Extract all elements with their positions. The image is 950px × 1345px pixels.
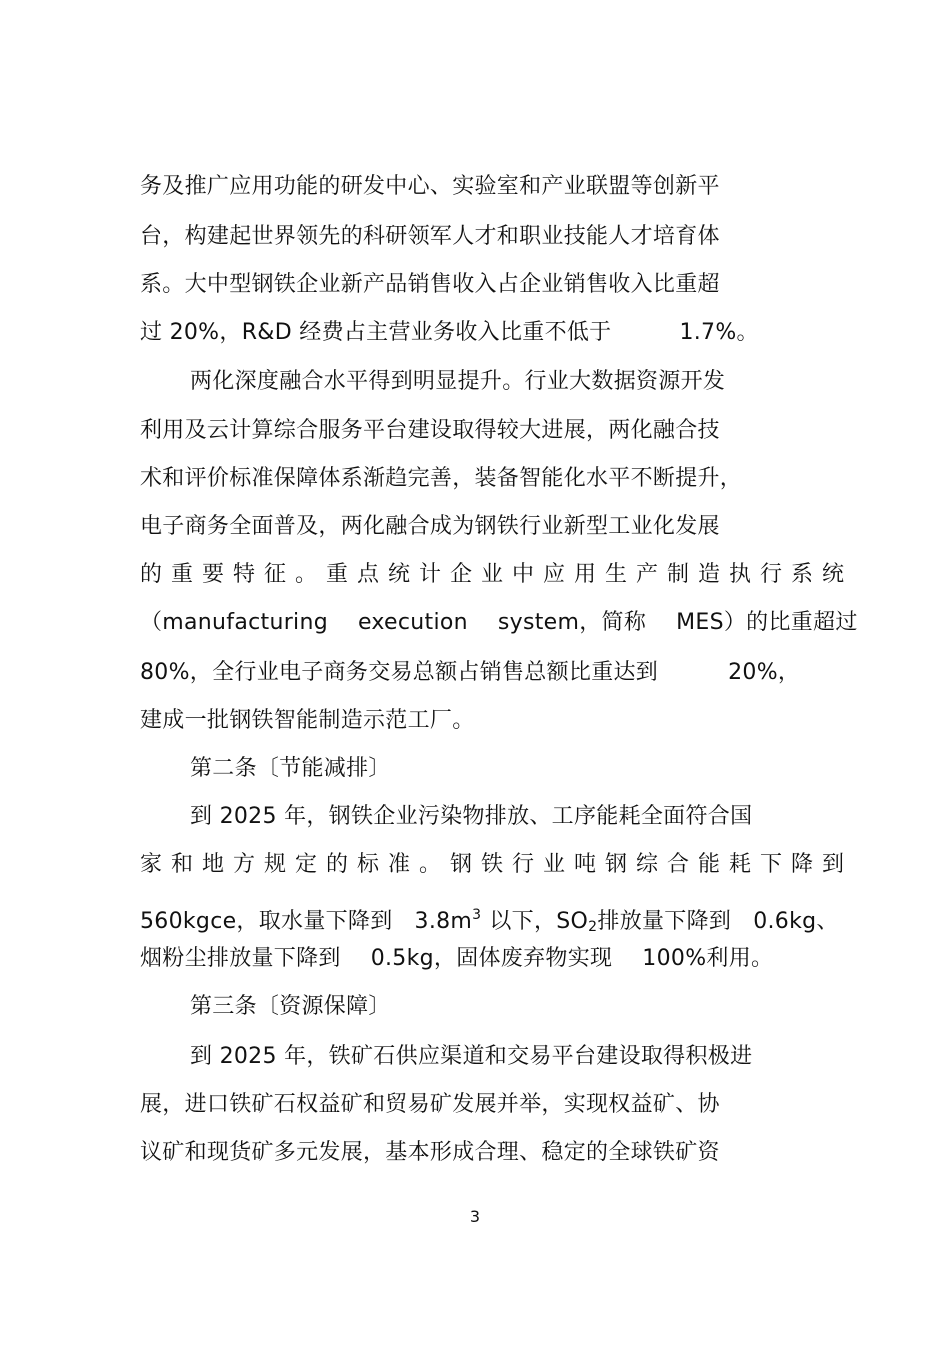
text-span: 0.6kg、 xyxy=(753,909,839,934)
text-line: 议矿和现货矿多元发展，基本形成合理、稳定的全球铁矿资 xyxy=(140,1140,720,1165)
superscript: 3 xyxy=(472,907,482,923)
text-span: 100%利用。 xyxy=(642,946,774,971)
text-span: 20%， xyxy=(728,660,801,685)
section-heading: 第二条〔节能减排〕 xyxy=(190,756,391,781)
text-line xyxy=(140,658,800,688)
text-span: system，简称 xyxy=(497,610,647,635)
text-line: 利用及云计算综合服务平台建设取得较大进展，两化融合技 xyxy=(140,418,720,443)
text-line: 的重要特征。重点统计企业中应用生产制造执行系统 xyxy=(140,562,854,587)
text-line: 务及推广应用功能的研发中心、实验室和产业联盟等创新平 xyxy=(140,174,720,199)
text-line: 家和地方规定的标准。钢铁行业吨钢综合能耗下降到 xyxy=(140,852,854,877)
text-span: 0.5kg，固体废弃物实现 xyxy=(370,946,613,971)
paragraph-first-line: 到 2025 年，钢铁企业污染物排放、工序能耗全面符合国 xyxy=(190,804,753,829)
text-span: 过 20%，R&D 经费占主营业务收入比重不低于 xyxy=(140,320,612,345)
text-line xyxy=(140,944,773,974)
text-span: 烟粉尘排放量下降到 xyxy=(140,946,341,971)
text-span: 80%，全行业电子商务交易总额占销售总额比重达到 xyxy=(140,660,659,685)
page-number: 3 xyxy=(469,1207,481,1226)
subscript: 2 xyxy=(588,919,598,935)
text-line: 术和评价标准保障体系渐趋完善，装备智能化水平不断提升， xyxy=(140,466,743,491)
text-line xyxy=(140,900,839,942)
text-span: 1.7%。 xyxy=(679,320,759,345)
text-span: 以下，SO xyxy=(489,909,589,934)
text-line: 建成一批钢铁智能制造示范工厂。 xyxy=(140,708,475,733)
paragraph-first-line: 两化深度融合水平得到明显提升。行业大数据资源开发 xyxy=(190,369,726,394)
text-span: execution xyxy=(357,610,468,635)
paragraph-first-line: 到 2025 年，铁矿石供应渠道和交易平台建设取得积极进 xyxy=(190,1044,753,1069)
text-span: 排放量下降到 xyxy=(597,909,732,934)
text-line: 电子商务全面普及，两化融合成为钢铁行业新型工业化发展 xyxy=(140,514,720,539)
text-line xyxy=(140,318,759,348)
text-span: MES）的比重超过 xyxy=(676,610,858,635)
text-line xyxy=(140,608,858,638)
text-span: 560kgce，取水量下降到 xyxy=(140,909,393,934)
text-line: 台，构建起世界领先的科研领军人才和职业技能人才培育体 xyxy=(140,224,720,249)
text-span: （manufacturing xyxy=(140,610,328,635)
text-span: 3.8m xyxy=(414,909,473,934)
text-line: 系。大中型钢铁企业新产品销售收入占企业销售收入比重超 xyxy=(140,272,720,297)
text-line: 展，进口铁矿石权益矿和贸易矿发展并举，实现权益矿、协 xyxy=(140,1092,720,1117)
section-heading: 第三条〔资源保障〕 xyxy=(190,994,391,1019)
